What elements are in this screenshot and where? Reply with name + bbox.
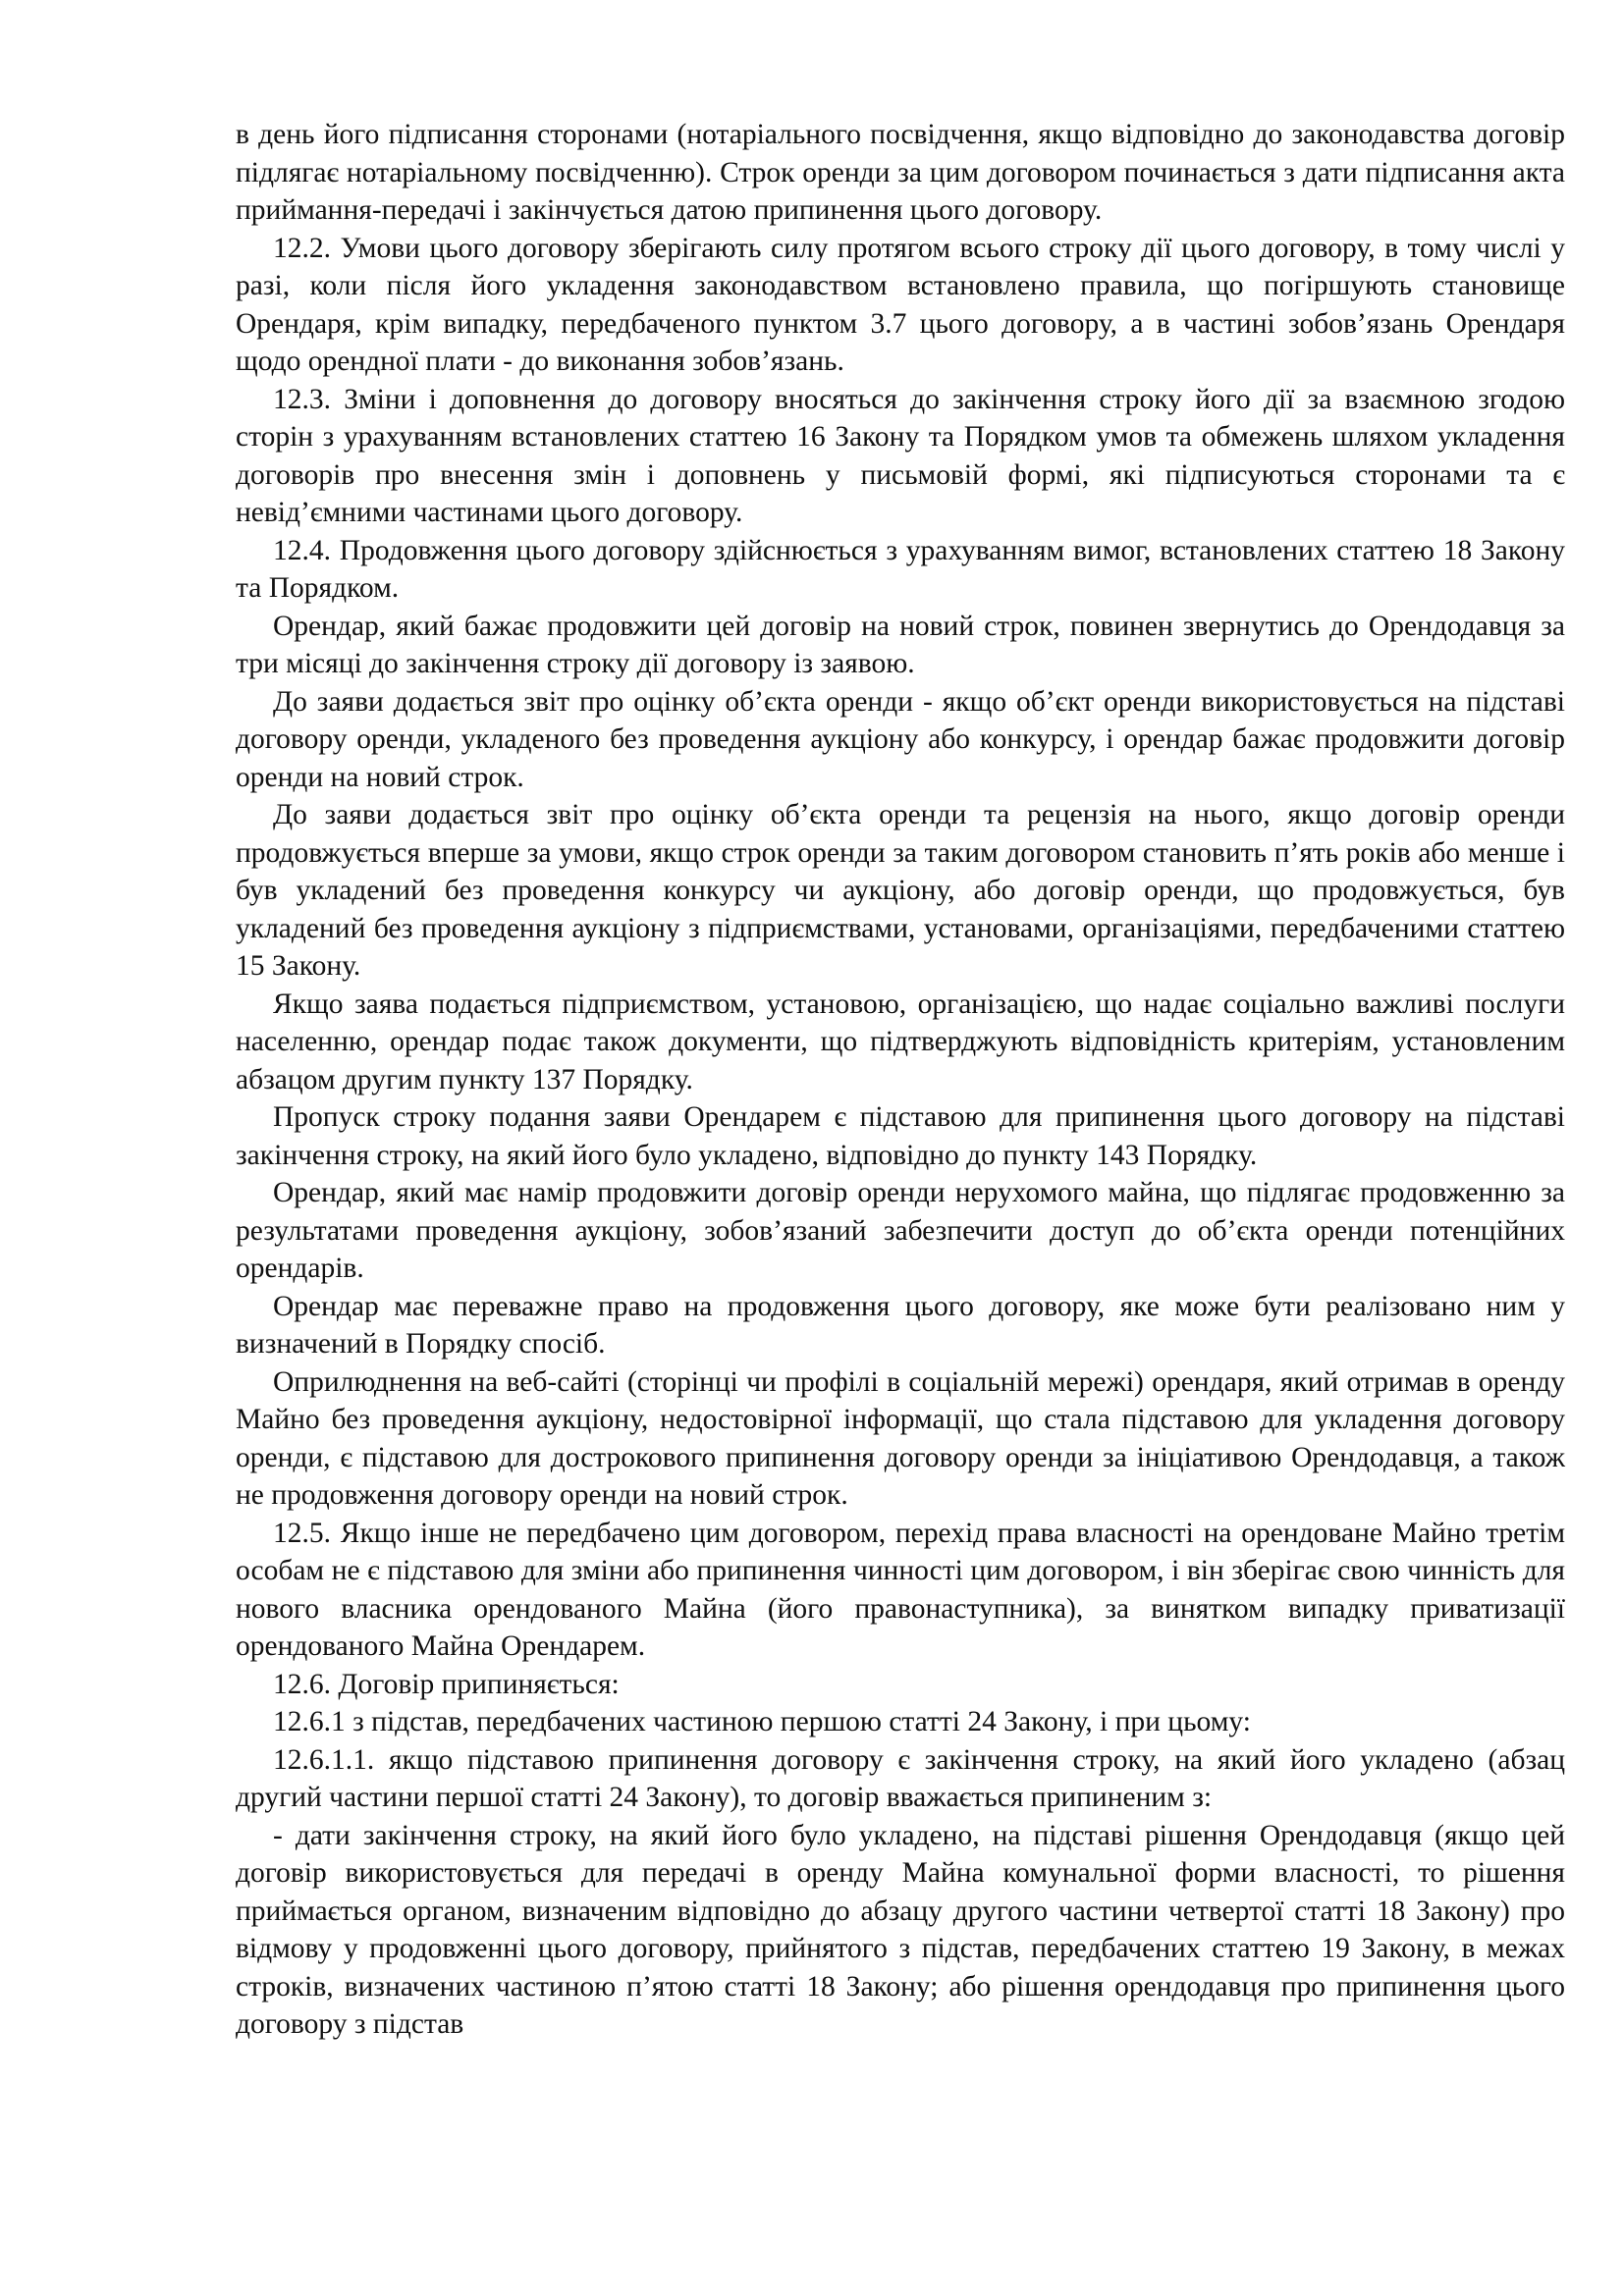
paragraph-valuation-review: До заяви додається звіт про оцінку об’єкта оренди та рецензія на нього, якщо договір оренди продовжується вперше за умови, якщо строк оренди за таким договором становить п’ять років або менше і був укладений без проведення конкурсу чи аукціону, або договір оренди, що продовжується, був укладений без проведення аукціону з підприємствами, установами, організаціями, передбаченими статтею 15 Закону.: [236, 799, 1565, 982]
paragraph-false-information: Оприлюднення на веб-сайті (сторінці чи профілі в соціальній мережі) орендаря, який отримав в оренду Майно без проведення аукціону, недостовірної інформації, що стала підставою для укладення договору оренди, є підставою для дострокового припинення договору оренди за ініціативою Орендодавця, а також не продовження договору оренди на новий строк.: [236, 1365, 1565, 1511]
paragraph-priority-right: Орендар має переважне право на продовження цього договору, яке може бути реалізовано ним у визначений в Порядку спосіб.: [236, 1290, 1565, 1360]
paragraph-12-6: 12.6. Договір припиняється:: [273, 1668, 620, 1700]
paragraph-missed-deadline: Пропуск строку подання заяви Орендарем є підставою для припинення цього договору на підставі закінчення строку, на який його було укладено, відповідно до пункту 143 Порядку.: [236, 1101, 1565, 1171]
document-page: [236, 116, 1565, 2044]
paragraph-auction-access: Орендар, який має намір продовжити договір оренди нерухомого майна, що підлягає продовженню за результатами проведення аукціону, зобов’язаний забезпечити доступ до об’єкта оренди потенційних орендарів.: [236, 1177, 1565, 1284]
paragraph-valuation-report: До заяви додається звіт про оцінку об’єкта оренди - якщо об’єкт оренди використовується на підставі договору оренди, укладеного без проведення аукціону або конкурсу, і орендар бажає продовжити договір оренди на новий строк.: [236, 685, 1565, 793]
paragraph-12-4: 12.4. Продовження цього договору здійснюється з урахуванням вимог, встановлених статтею 18 Закону та Порядком.: [236, 534, 1565, 604]
paragraph-12-5: 12.5. Якщо інше не передбачено цим договором, перехід права власності на орендоване Майно третім особам не є підставою для зміни або припинення чинності цим договором, і він зберігає свою чинність для нового власника орендованого Майна (його правонаступника), за винятком випадку приватизації орендованого Майна Орендарем.: [236, 1517, 1565, 1662]
paragraph-12-6-1: 12.6.1 з підстав, передбачених частиною першою статті 24 Закону, і при цьому:: [273, 1706, 1251, 1737]
paragraph-continuation: в день його підписання сторонами (нотаріального посвідчення, якщо відповідно до законодавства договір підлягає нотаріальному посвідченню). Строк оренди за цим договором починається з дати підписання акта приймання-передачі і закінчується датою припинення цього договору.: [236, 119, 1565, 226]
paragraph-12-2: 12.2. Умови цього договору зберігають силу протягом всього строку дії цього договору, в тому числі у разі, коли після його укладення законодавством встановлено правила, що погіршують становище Орендаря, крім випадку, передбаченого пунктом 3.7 цього договору, а в частині зобов’язань Орендаря щодо орендної плати - до виконання зобов’язань.: [236, 232, 1565, 377]
paragraph-social-services: Якщо заява подається підприємством, установою, організацією, що надає соціально важливі послуги населенню, орендар подає також документи, що підтверджують відповідність критеріям, установленим абзацом другим пункту 137 Порядку.: [236, 988, 1565, 1095]
paragraph-expiry-date: - дати закінчення строку, на який його було укладено, на підставі рішення Орендодавця (якщо цей договір використовується для передачі в оренду Майна комунальної форми власності, то рішення приймається органом, визначеним відповідно до абзацу другого частини четвертої статті 18 Закону) про відмову у продовженні цього договору, прийнятого з підстав, передбачених статтею 19 Закону, в межах строків, визначених частиною п’ятою статті 18 Закону; або рішення орендодавця про припинення цього договору з підстав: [236, 1819, 1565, 2040]
paragraph-12-6-1-1: 12.6.1.1. якщо підставою припинення договору є закінчення строку, на який його укладено (абзац другий частини першої статті 24 Закону), то договір вважається припиненим з:: [236, 1743, 1565, 1813]
paragraph-renewal-request: Орендар, який бажає продовжити цей договір на новий строк, повинен звернутись до Орендодавця за три місяці до закінчення строку дії договору із заявою.: [236, 610, 1565, 679]
paragraph-12-3: 12.3. Зміни і доповнення до договору вносяться до закінчення строку його дії за взаємною згодою сторін з урахуванням встановлених статтею 16 Закону та Порядком умов та обмежень шляхом укладення договорів про внесення змін і доповнень у письмовій формі, які підписуються сторонами та є невід’ємними частинами цього договору.: [236, 383, 1565, 528]
